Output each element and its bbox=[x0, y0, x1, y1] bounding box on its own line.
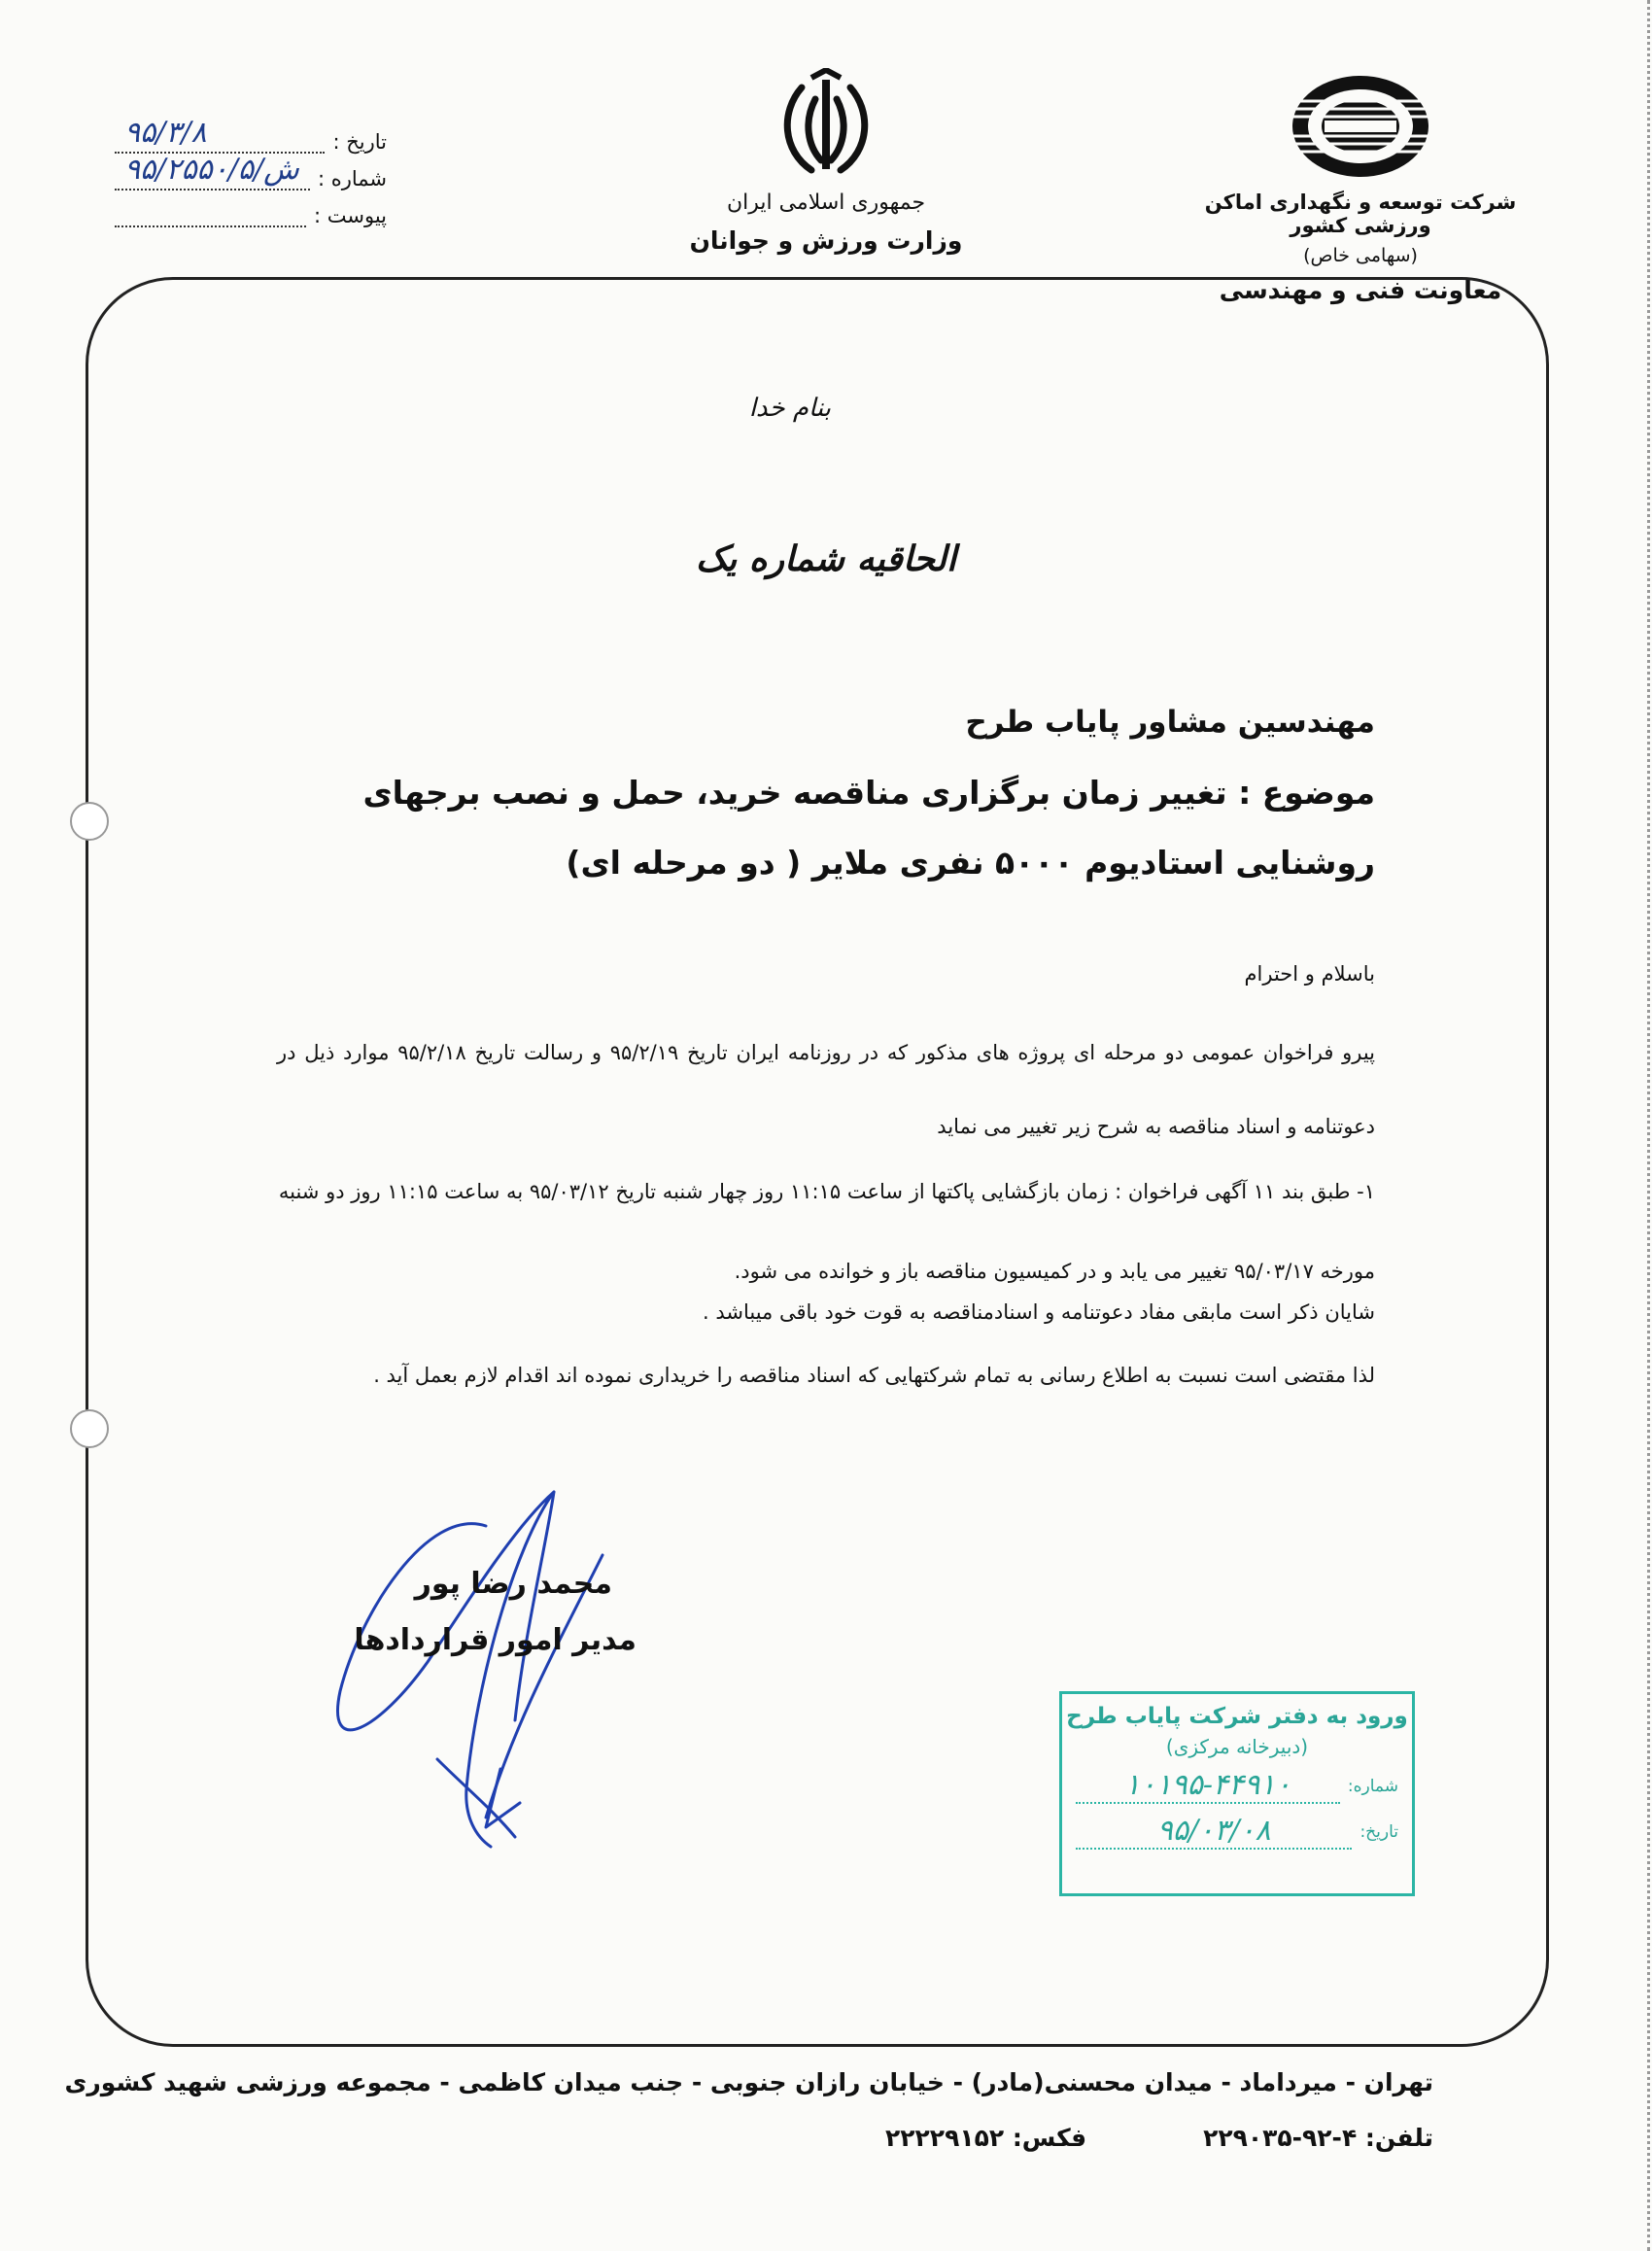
number-label: شماره : bbox=[317, 167, 387, 190]
number-field bbox=[115, 153, 310, 190]
ministry-name: وزارت ورزش و جوانان bbox=[689, 226, 963, 255]
footer-address: تهران - میرداماد - میدان محسنی(مادر) - خیابان رازان جنوبی - جنب میدان کاظمی - مجموعه ورزشی شهید کشوری bbox=[64, 2068, 1433, 2096]
footer-fax: فکس: ۲۲۲۲۹۱۵۲ bbox=[885, 2124, 1087, 2152]
item-1: ۱- طبق بند ۱۱ آگهی فراخوان : زمان بازگشایی پاکتها از ساعت ۱۱:۱۵ روز چهار شنبه تاریخ ۹۵/۰۳/۱۲ به ساعت ۱۱:۱۵ روز دو شنبه مورخه ۹۵/۰۳/۱۷ تغییر می یابد و در کمیسیون مناقصه باز و خوانده می شود. bbox=[278, 1180, 1375, 1283]
signatory-name: محمد رضا پور bbox=[414, 1567, 612, 1601]
company-type: (سهامی خاص) bbox=[1303, 245, 1418, 266]
paragraph-4: لذا مقتضی است نسبت به اطلاع رسانی به تمام شرکتهایی که اسناد مناقصه را خریداری نموده اند اقدام لازم بعمل آید . bbox=[373, 1364, 1375, 1387]
attachment-field bbox=[115, 208, 306, 227]
company-name: شرکت توسعه و نگهداری اماکن ورزشی کشور bbox=[1204, 190, 1517, 237]
stamp-date-row bbox=[1062, 1814, 1412, 1850]
department-name: معاونت فنی و مهندسی bbox=[1219, 276, 1502, 304]
date-field bbox=[115, 116, 325, 154]
salutation: باسلام و احترام bbox=[1244, 962, 1375, 986]
stamp-number-row bbox=[1062, 1768, 1412, 1804]
punch-hole bbox=[70, 802, 109, 841]
punch-hole bbox=[70, 1409, 109, 1448]
signature-mark bbox=[321, 1468, 690, 1856]
company-logo-icon bbox=[1288, 68, 1433, 185]
footer-contacts bbox=[885, 2124, 1433, 2152]
date-value: ۹۵/۳/۸ bbox=[124, 116, 207, 150]
stamp-heading: ورود به دفتر شرکت پایاب طرح bbox=[1066, 1704, 1408, 1729]
company-header bbox=[1186, 68, 1535, 304]
stamp-number-label: شماره: bbox=[1347, 1776, 1398, 1796]
stamp-date-value: ۹۵/۰۳/۰۸ bbox=[1076, 1814, 1352, 1850]
number-value: ۹۵/۲۵۵۰/۵/ش bbox=[124, 153, 299, 187]
attachment-row bbox=[115, 190, 387, 227]
signatory-title: مدیر امور قراردادها bbox=[354, 1623, 637, 1657]
paragraph-3: شایان ذکر است مابقی مفاد دعوتنامه و اسنادمناقصه به قوت خود باقی میباشد . bbox=[703, 1300, 1375, 1324]
stamp-date-label: تاریخ: bbox=[1359, 1821, 1398, 1842]
edge-perforation bbox=[1641, 0, 1650, 2251]
government-header bbox=[680, 68, 972, 255]
stamp-subheading: (دبیرخانه مرکزی) bbox=[1165, 1735, 1309, 1758]
letter-title: الحاقیه شماره یک bbox=[695, 539, 957, 579]
footer-phone: تلفن: ۴-۹۲-۲۲۹۰۳۵ bbox=[1203, 2124, 1433, 2152]
letter-meta bbox=[115, 117, 387, 227]
date-label: تاریخ : bbox=[332, 130, 387, 154]
recipient: مهندسین مشاور پایاب طرح bbox=[965, 705, 1375, 740]
number-row bbox=[115, 154, 387, 190]
subject: موضوع : تغییر زمان برگزاری مناقصه خرید، حمل و نصب برجهای روشنایی استادیوم ۵۰۰۰ نفری ملایر ( دو مرحله ای) bbox=[362, 774, 1375, 882]
iran-emblem-icon bbox=[773, 68, 879, 183]
basmala: بنام خدا bbox=[748, 394, 831, 423]
country-name: جمهوری اسلامی ایران bbox=[726, 190, 926, 215]
stamp-number-value: ۱۰۱۹۵-۴۴۹۱۰ bbox=[1076, 1768, 1340, 1804]
receipt-stamp bbox=[1059, 1691, 1415, 1896]
date-row bbox=[115, 117, 387, 154]
paragraph-1: پیرو فراخوان عمومی دو مرحله ای پروژه های مذکور که در روزنامه ایران تاریخ ۹۵/۲/۱۹ و رسالت تاریخ ۹۵/۲/۱۸ موارد ذیل در دعوتنامه و اسناد مناقصه به شرح زیر تغییر می نماید bbox=[277, 1041, 1375, 1138]
attachment-label: پیوست : bbox=[314, 204, 387, 227]
